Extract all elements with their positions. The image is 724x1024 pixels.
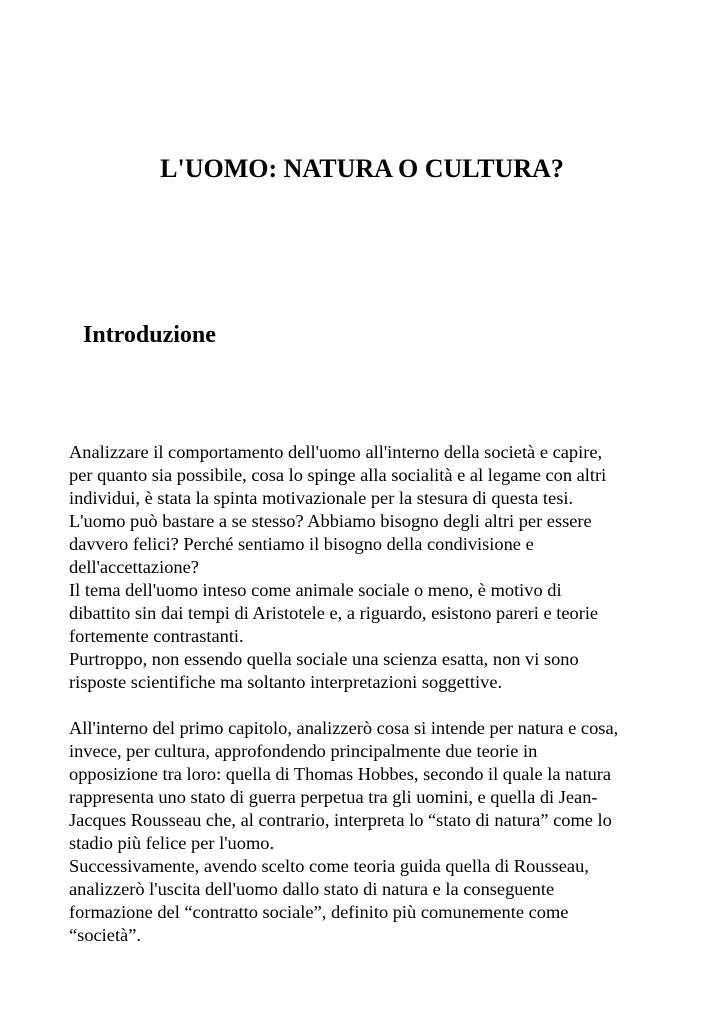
paragraph-line: stadio più felice per l'uomo. — [69, 833, 275, 853]
paragraph-line: davvero felici? Perché sentiamo il bisogno della condivisione e — [69, 534, 534, 554]
paragraph-line: Purtroppo, non essendo quella sociale una scienza esatta, non vi sono — [69, 649, 579, 669]
paragraph-line: Successivamente, avendo scelto come teoria guida quella di Rousseau, — [69, 856, 589, 876]
paragraph-line: dell'accettazione? — [69, 557, 199, 577]
section-heading-introduzione: Introduzione — [83, 322, 216, 348]
paragraph-line: analizzerò l'uscita dell'uomo dallo stato di natura e la conseguente — [69, 879, 555, 899]
paragraph-line: fortemente contrastanti. — [69, 626, 244, 646]
paragraph-line: risposte scientifiche ma soltanto interpretazioni soggettive. — [69, 672, 503, 692]
paragraph-spacer — [69, 694, 661, 717]
introduction-body — [69, 441, 661, 947]
document-title: L'UOMO: NATURA O CULTURA? — [160, 154, 564, 183]
paragraph-line: “società”. — [69, 925, 141, 945]
paragraph-line: rappresenta uno stato di guerra perpetua tra gli uomini, e quella di Jean- — [69, 787, 598, 807]
paragraph-line: opposizione tra loro: quella di Thomas Hobbes, secondo il quale la natura — [69, 764, 612, 784]
paragraph-line: Il tema dell'uomo inteso come animale sociale o meno, è motivo di — [69, 580, 562, 600]
paragraph-line: Analizzare il comportamento dell'uomo all'interno della società e capire, — [69, 442, 603, 462]
paragraph-line: invece, per cultura, approfondendo principalmente due teorie in — [69, 741, 538, 761]
paragraph-line: individui, è stata la spinta motivazionale per la stesura di questa tesi. — [69, 488, 574, 508]
paragraph-line: per quanto sia possibile, cosa lo spinge alla socialità e al legame con altri — [69, 465, 607, 485]
paragraph-line: Jacques Rousseau che, al contrario, interpreta lo “stato di natura” come lo — [69, 810, 612, 830]
paragraph-line: dibattito sin dai tempi di Aristotele e, a riguardo, esistono pareri e teorie — [69, 603, 599, 623]
paragraph-line: L'uomo può bastare a se stesso? Abbiamo bisogno degli altri per essere — [69, 511, 592, 531]
paragraph-line: formazione del “contratto sociale”, definito più comunemente come — [69, 902, 569, 922]
paragraph-line: All'interno del primo capitolo, analizzerò cosa si intende per natura e cosa, — [69, 718, 619, 738]
